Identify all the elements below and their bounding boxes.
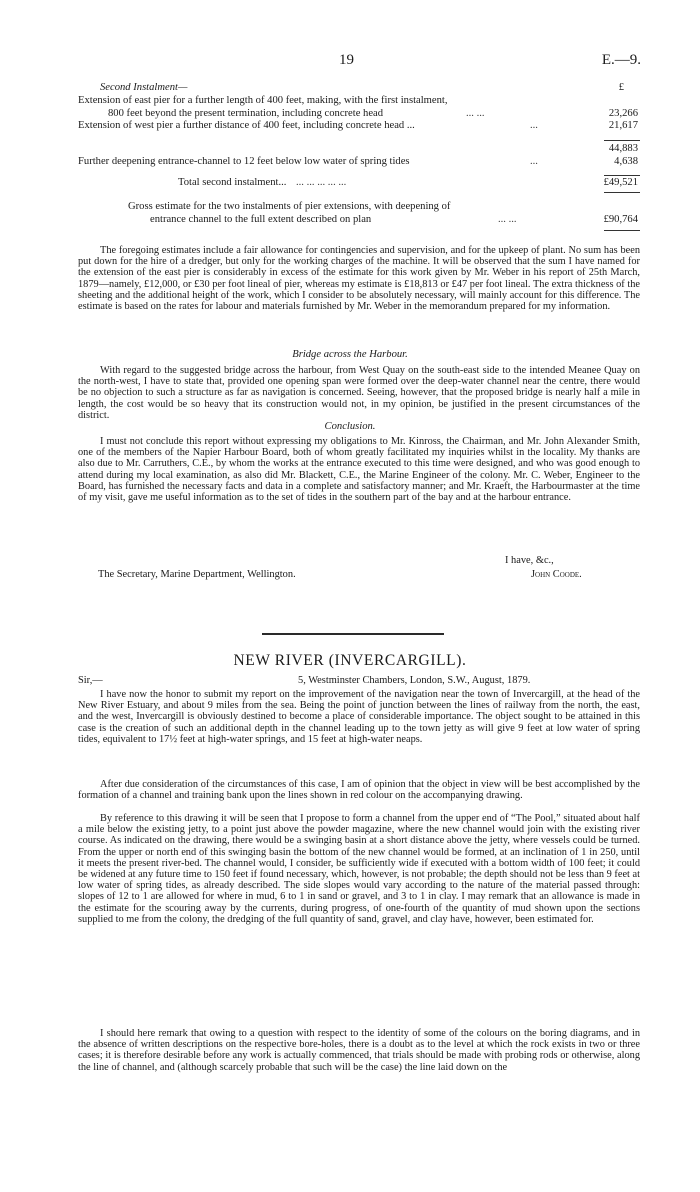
document-reference: E.—9. (601, 52, 641, 68)
total-underline (604, 192, 640, 193)
east-pier-value: 23,266 (608, 108, 638, 119)
new-river-paragraph-4: I should here remark that owing to a question with respect to the identity of some of the colours on the boring diagrams, and in the absence of written descriptions on the respective bore-holes, there is a doubt as to the level at which the rock exists in two or three cases; it is therefore desirable before any work is actually commenced, that trials should be made with probing rods or otherwise, along the line of channel, and (although scarcely probable that such will be the case) the line laid down on the (78, 1028, 640, 1073)
bridge-heading: Bridge across the Harbour. (292, 349, 408, 360)
conclusion-heading: Conclusion. (324, 421, 376, 432)
total-value: £49,521 (603, 177, 638, 188)
subtotal-rule (604, 140, 640, 141)
signature: John Coode. (531, 569, 582, 580)
west-pier-line: Extension of west pier a further distance of 400 feet, including concrete head ... (78, 120, 415, 131)
foregoing-paragraph: The foregoing estimates include a fair allowance for contingencies and supervision, and for the upkeep of plant. No sum has been put down for the hire of a dredger, but only for the working charges of the machine. It will be observed that the sum I have named for the extension of the east pier is considerably in excess of the estimate for this work given by Mr. Weber in his report of 25th March, 1879—namely, £12,000, or £30 per foot lineal of pier, whereas my estimate is £18,813 or £47 per foot lineal. The extra thickness of the sheeting and the additional height of the work, which I consider to be absolutely necessary, will mainly account for this difference. The estimate is based on the rates for labour and materials furnished by Mr. Weber in the memorandum prepared for my information. (78, 245, 640, 313)
section-title: NEW RIVER (INVERCARGILL). (233, 652, 467, 669)
letter-address: 5, Westminster Chambers, London, S.W., August, 1879. (298, 675, 531, 686)
section-divider (262, 633, 444, 635)
salutation: Sir,— (78, 675, 103, 686)
gross-estimate-value: £90,764 (603, 214, 638, 225)
gross-underline (604, 230, 640, 231)
new-river-paragraph-2: After due consideration of the circumstances of this case, I am of opinion that the object in view will be best accomplished by the formation of a channel and training bank upon the lines shown in red colour on the accompanying drawing. (78, 779, 640, 802)
addressee: The Secretary, Marine Department, Wellington. (98, 569, 296, 580)
total-rule (604, 175, 640, 176)
east-pier-line-1: Extension of east pier for a further length of 400 feet, making, with the first instalment, (78, 95, 448, 106)
new-river-paragraph-1: I have now the honor to submit my report on the improvement of the navigation near the town of Invercargill, at the head of the New River Estuary, and about 9 miles from the sea. Being the point of junction between the lines of railway from the north, the east, and the west, Invercargill is obviously destined to become a place of considerable importance. The object sought to be attained in this case is the creation of such an additional depth in the channel leading up to the town jetty as will give 9 feet at low water of spring tides, equivalent to 17½ feet at high-water springs, and 15 feet at high-water neaps. (78, 689, 640, 745)
estimate-table: Second Instalment— £ Extension of east pier for a further length of 400 feet, making, with the first instalment, 800 feet beyond the present termination, including concrete head ... ... 23,266 Extension of west pier a further distance of 400 feet, including concrete head ... ... 21,617 44,883 Further deepening entrance-channel to 12 feet below low water of spring tides ... 4,638 Total second instalment... ... ... ... ... ... £49,521 Gross estimate for the two instalments of pier extensions, with deepening of entrance channel to the full extent described on plan ... ... £90,764 (78, 82, 640, 242)
total-label: Total second instalment... (178, 177, 287, 188)
new-river-paragraph-3: By reference to this drawing it will be seen that I propose to form a channel from the upper end of “The Pool,” situated about half a mile below the existing jetty, to a point just above the powder magazine, where the new channel would join with the existing river course. As indicated on the drawing, there would be a swinging basin at a short distance above the jetty, where vessels could be turned. From the upper or north end of this swinging basin the bottom of the new channel would be formed, at an inclination of 1 in 250, until it meets the present river-bed. The channel would, I consider, be sufficiently wide if executed with a bottom width of 100 feet; it could be widened at any future time to 150 feet if found necessary, which, however, is not probable; the depth should not be less than 9 feet at low water of spring tides, as already described. The side slopes would vary according to the nature of the material passed through: slopes of 12 to 1 are allowed for where in mud, 6 to 1 in sand or gravel, and 3 to 1 in clay. I may remark that an allowance is made in the estimate for the scouring away by the currents, during progress, of one-fourth of the quantity of mud shown upon the sections supplied to me from the colony, the dredging of the full quantity of sand, gravel, and clay have, however, been estimated for. (78, 813, 640, 925)
west-pier-value: 21,617 (608, 120, 638, 131)
currency-symbol: £ (618, 82, 624, 93)
conclusion-paragraph: I must not conclude this report without expressing my obligations to Mr. Kinross, the Chairman, and Mr. John Alexander Smith, one of the members of the Napier Harbour Board, both of whom greatly facilitated my inquiries whilst in the locality. My thanks are also due to Mr. Carruthers, C.E., by whom the works at the entrance executed to this time were designed, and who was good enough to attend during my local examination, as also did Mr. Blackett, C.E., the Marine Engineer of the colony. Mr. C. Weber, Engineer to the Board, has furnished the necessary facts and data in a complete and satisfactory manner; and Mr. Kraeft, the Harbourmaster at the time of my visit, gave me useful information as to the set of tides in the southern part of the bay and at the harbour entrance. (78, 436, 640, 504)
bridge-paragraph: With regard to the suggested bridge across the harbour, from West Quay on the south-east side to the intended Meanee Quay on the north-west, I have to state that, provided one opening span were formed over the deep-water channel near the centre, there would be no objection to such a structure as far as navigation is concerned. Seeing, however, that the proposed bridge is nearly half a mile in length, the cost would be so heavy that its construction would not, in my opinion, be justified in the present circumstances of the district. (78, 365, 640, 421)
page-number: 19 (339, 52, 354, 68)
gross-estimate-line-1: Gross estimate for the two instalments of pier extensions, with deepening of (128, 201, 451, 212)
second-instalment-label: Second Instalment— (100, 82, 188, 93)
deepening-line: Further deepening entrance-channel to 12 feet below low water of spring tides (78, 156, 410, 167)
gross-estimate-line-2: entrance channel to the full extent described on plan (150, 214, 372, 225)
east-pier-line-2: 800 feet beyond the present termination, including concrete head (108, 108, 384, 119)
closing-formula: I have, &c., (505, 555, 554, 566)
subtotal-value: 44,883 (608, 143, 638, 154)
deepening-value: 4,638 (614, 156, 638, 167)
